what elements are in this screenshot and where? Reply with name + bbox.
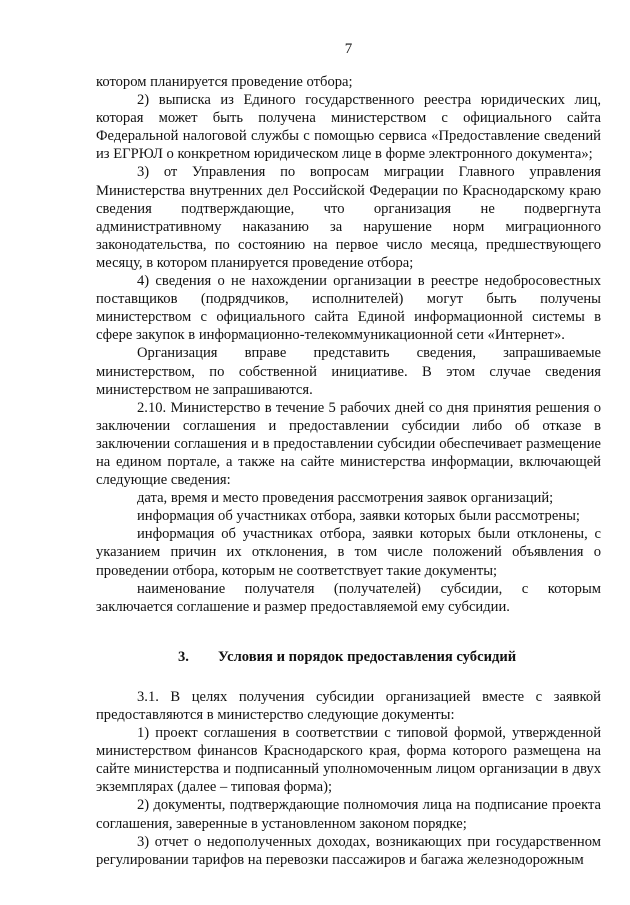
section-title: Условия и порядок предоставления субсидий — [218, 648, 517, 665]
paragraph: котором планируется проведение отбора; — [96, 74, 353, 90]
section-heading — [96, 648, 601, 666]
page-number: 7 — [344, 41, 353, 57]
document-body — [96, 73, 601, 869]
paragraph: 3) от Управления по вопросам миграции Главного управления Министерства внутренних дел Российской Федерации по Краснодарскому краю сведения подтверждающие, что организация не подвергнута административному наказанию за нарушение норм миграционного законодательства, по состоянию на первое число месяца, предшествующего месяцу, в котором планируется проведение отбора; — [96, 164, 601, 271]
paragraph: 2) документы, подтверждающие полномочия лица на подписание проекта соглашения, заверенные в установленном законом порядке; — [96, 797, 601, 832]
section-number: 3. — [178, 648, 189, 665]
paragraph: информация об участниках отбора, заявки которых были отклонены, с указанием причин их отклонения, в том числе положений объявления о проведении отбора, которым не соответствует такие документы; — [96, 526, 601, 579]
paragraph: наименование получателя (получателей) субсидии, с которым заключается соглашение и размер предоставляемой ему субсидии. — [96, 580, 601, 615]
paragraph: 3) отчет о недополученных доходах, возникающих при государственном регулировании тарифов на перевозки пассажиров и багажа железнодорожным — [96, 833, 601, 868]
paragraph: 1) проект соглашения в соответствии с типовой формой, утвержденной министерством финансов Краснодарского края, форма которого размещена на сайте министерства и подписанный уполномоченным лицом организации в двух экземплярах (далее – типовая форма); — [96, 725, 601, 796]
paragraph: дата, время и место проведения рассмотрения заявок организаций; — [137, 490, 554, 507]
paragraph: 4) сведения о не нахождении организации в реестре недобросовестных поставщиков (подрядчиков, исполнителей) могут быть получены министерством с официального сайта Единой информационной системы в сфере закупок в информационно-телекоммуникационной сети «Интернет». — [96, 273, 601, 344]
paragraph: 2.10. Министерство в течение 5 рабочих дней со дня принятия решения о заключении соглашения и предоставлении субсидии либо об отказе в заключении соглашения и в предоставлении субсидии обеспечивает размещение на едином портале, а также на сайте министерства информации, включающей следующие сведения: — [96, 399, 601, 489]
paragraph: Организация вправе представить сведения, запрашиваемые министерством, по собственной инициативе. В этом случае сведения министерством не запрашиваются. — [96, 345, 601, 398]
paragraph: информация об участниках отбора, заявки которых были рассмотрены; — [137, 508, 580, 525]
paragraph: 2) выписка из Единого государственного реестра юридических лиц, которая может быть получена министерством с официального сайта Федеральной налоговой службы с помощью сервиса «Предоставление сведений из ЕГРЮЛ о конкретном юридическом лице в форме электронного документа»; — [96, 92, 601, 163]
paragraph: 3.1. В целях получения субсидии организацией вместе с заявкой предоставляются в министерство следующие документы: — [96, 688, 601, 723]
